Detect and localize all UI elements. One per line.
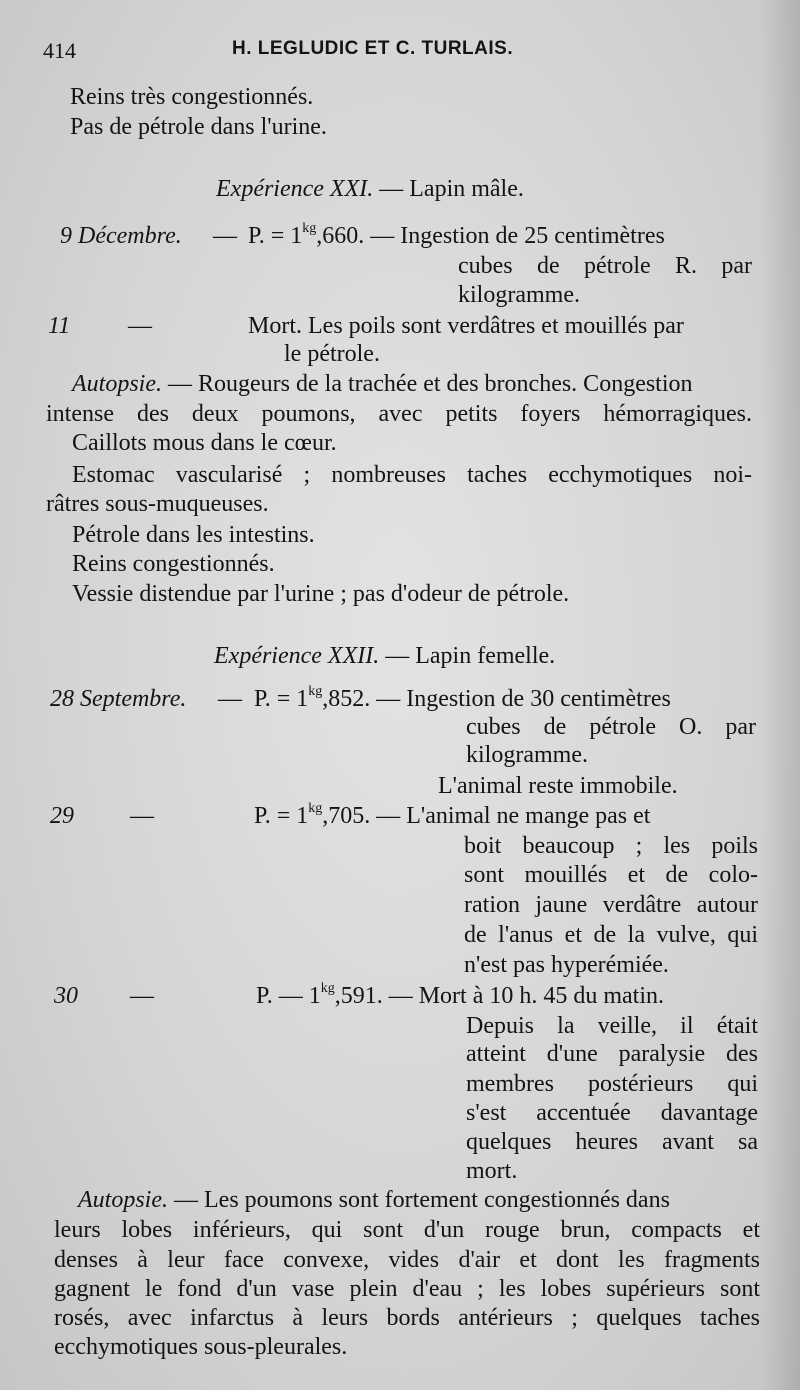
entry-line: n'est pas hyperémiée. <box>464 952 669 978</box>
weight-unit: kg <box>320 981 335 996</box>
weight-prefix: P. = 1 <box>254 686 309 712</box>
autopsy-line: Pétrole dans les intestins. <box>72 522 315 548</box>
running-title: H. LEGLUDIC ET C. TURLAIS. <box>232 38 514 59</box>
entry-line: sont mouillés et de colo- <box>464 862 758 888</box>
weight-unit: kg <box>302 221 317 236</box>
entry-line: kilogramme. <box>466 742 588 768</box>
entry-date: 30 <box>54 983 78 1009</box>
weight-text: ,705. — L'animal ne mange pas et <box>322 803 651 829</box>
entry-line: L'animal reste immobile. <box>438 773 678 799</box>
weight-text: ,852. — Ingestion de 30 centimètres <box>322 686 671 712</box>
entry-weight <box>256 982 664 1011</box>
autopsy-line: Vessie distendue par l'urine ; pas d'odeur de pétrole. <box>72 581 570 607</box>
weight-text: ,660. — Ingestion de 25 centimètres <box>316 223 665 249</box>
entry-weight <box>248 222 665 251</box>
entry-line: Mort. Les poils sont verdâtres et mouillés par <box>248 313 684 339</box>
experience-xxii-title: Expérience XXII. <box>214 643 380 669</box>
autopsy-line: denses à leur face convexe, vides d'air et dont les fragments <box>54 1247 760 1273</box>
autopsy-line: rosés, avec infarctus à leurs bords antérieurs ; quelques taches <box>54 1305 760 1331</box>
entry-line: ration jaune verdâtre autour <box>464 892 758 918</box>
weight-prefix: P. = 1 <box>248 223 303 249</box>
page-edge-shadow <box>760 0 800 1390</box>
entry-dash: — <box>218 686 242 712</box>
autopsy-text: — Les poumons sont fortement congestionnés dans <box>168 1187 670 1213</box>
entry-date: 28 Septembre. <box>50 686 187 712</box>
entry-line: quelques heures avant sa <box>466 1129 758 1155</box>
experience-xxi-title: Expérience XXI. <box>216 176 374 202</box>
line-reins: Reins très congestionnés. <box>70 84 314 110</box>
entry-line: cubes de pétrole O. par <box>466 714 756 740</box>
entry-line: de l'anus et de la vulve, qui <box>464 922 758 948</box>
weight-prefix: P. = 1 <box>254 803 309 829</box>
line-petrole-urine: Pas de pétrole dans l'urine. <box>70 114 327 140</box>
entry-date: 11 <box>48 313 71 339</box>
experience-xxii-subject: — Lapin femelle. <box>379 643 556 669</box>
autopsy-label: Autopsie. <box>72 371 162 397</box>
experience-xxi-subject: — Lapin mâle. <box>373 176 524 202</box>
autopsy-line: Reins congestionnés. <box>72 551 275 577</box>
weight-unit: kg <box>308 801 323 816</box>
autopsy-text: — Rougeurs de la trachée et des bronches. Congestion <box>162 371 693 397</box>
entry-dash: — <box>213 223 237 249</box>
autopsy-label: Autopsie. <box>78 1187 168 1213</box>
autopsy-line: leurs lobes inférieurs, qui sont d'un rouge brun, compacts et <box>54 1217 760 1243</box>
entry-line: le pétrole. <box>284 341 380 367</box>
weight-text: ,591. — Mort à 10 h. 45 du matin. <box>334 983 664 1009</box>
entry-dash: — <box>128 313 152 339</box>
autopsy-line: ecchymotiques sous-pleurales. <box>54 1334 348 1360</box>
autopsy-heading <box>78 1186 670 1215</box>
entry-line: boit beaucoup ; les poils <box>464 833 758 859</box>
entry-weight <box>254 802 650 831</box>
autopsy-heading <box>72 370 693 399</box>
autopsy-line: gagnent le fond d'un vase plein d'eau ; les lobes supérieurs sont <box>54 1276 760 1302</box>
entry-line: kilogramme. <box>458 282 580 308</box>
entry-line: atteint d'une paralysie des <box>466 1041 758 1067</box>
entry-date: 9 Décembre. <box>60 223 182 249</box>
autopsy-line: râtres sous-muqueuses. <box>46 491 269 517</box>
entry-date: 29 <box>50 803 74 829</box>
autopsy-line: intense des deux poumons, avec petits foyers hémorragiques. <box>46 401 752 427</box>
entry-dash: — <box>130 803 154 829</box>
entry-line: s'est accentuée davantage <box>466 1100 758 1126</box>
weight-prefix: P. — 1 <box>256 983 321 1009</box>
entry-line: mort. <box>466 1158 518 1184</box>
autopsy-line: Caillots mous dans le cœur. <box>72 430 337 456</box>
entry-line: cubes de pétrole R. par <box>458 253 752 279</box>
experience-xxi-heading <box>216 175 524 204</box>
autopsy-line: Estomac vascularisé ; nombreuses taches ecchymotiques noi- <box>72 462 752 488</box>
entry-dash: — <box>130 983 154 1009</box>
entry-line: membres postérieurs qui <box>466 1071 758 1097</box>
experience-xxii-heading <box>214 642 555 671</box>
entry-line: Depuis la veille, il était <box>466 1013 758 1039</box>
entry-weight <box>254 685 671 714</box>
page-number: 414 <box>43 38 76 63</box>
weight-unit: kg <box>308 684 323 699</box>
